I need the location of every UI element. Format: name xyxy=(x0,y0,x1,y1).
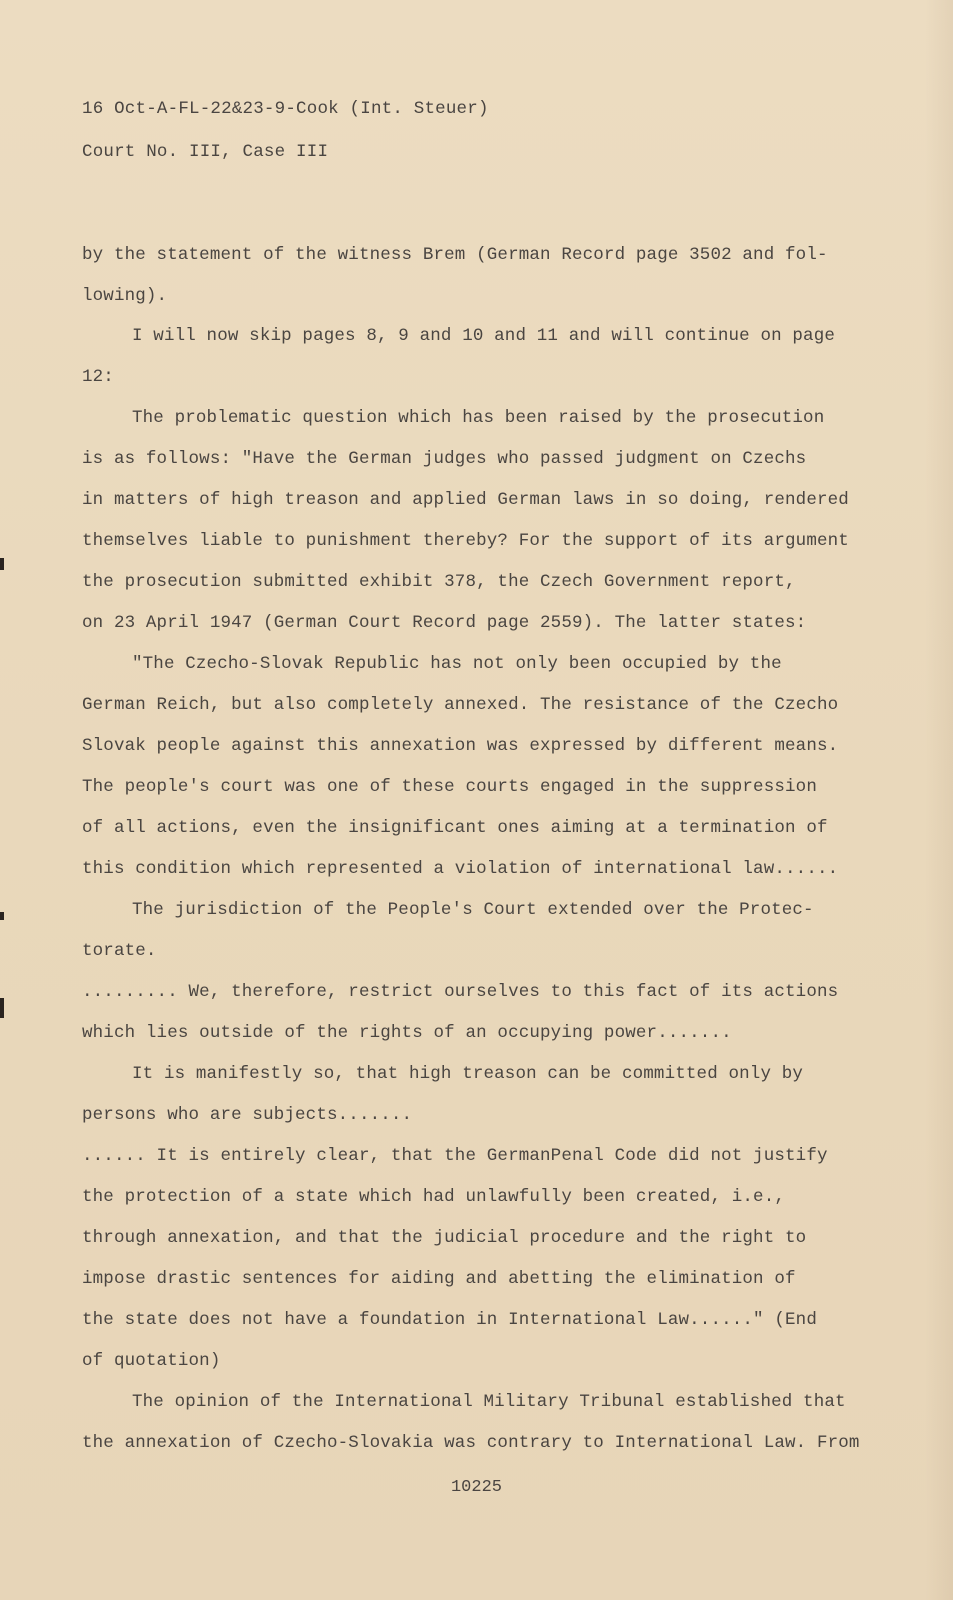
body-line: the prosecution submitted exhibit 378, the Czech Government report, xyxy=(82,572,796,592)
body-line: German Reich, but also completely annexed. The resistance of the Czecho xyxy=(82,695,839,715)
body-line: ......... We, therefore, restrict ourselves to this fact of its actions xyxy=(82,982,839,1002)
body-line: impose drastic sentences for aiding and abetting the elimination of xyxy=(82,1269,796,1289)
body-line: The jurisdiction of the People's Court extended over the Protec- xyxy=(132,900,814,920)
body-line: The opinion of the International Military Tribunal established that xyxy=(132,1392,846,1412)
page-number: 10225 xyxy=(450,1478,502,1497)
body-line: which lies outside of the rights of an occupying power....... xyxy=(82,1023,732,1043)
header-reference: 16 Oct-A-FL-22&23-9-Cook (Int. Steuer) xyxy=(82,99,489,119)
body-line: torate. xyxy=(82,941,157,961)
body-line: on 23 April 1947 (German Court Record page 2559). The latter states: xyxy=(82,613,807,633)
body-line: by the statement of the witness Brem (German Record page 3502 and fol- xyxy=(82,245,828,265)
body-line: of quotation) xyxy=(82,1351,221,1371)
body-line: 12: xyxy=(82,367,114,387)
header-court-case: Court No. III, Case III xyxy=(82,142,329,162)
body-line: ...... It is entirely clear, that the GermanPenal Code did not justify xyxy=(82,1146,828,1166)
body-line: through annexation, and that the judicial procedure and the right to xyxy=(82,1228,807,1248)
body-line: the state does not have a foundation in International Law......" (End xyxy=(82,1310,817,1330)
body-line: It is manifestly so, that high treason can be committed only by xyxy=(132,1064,804,1084)
left-edge-mark-3 xyxy=(0,998,4,1018)
left-edge-mark-2 xyxy=(0,912,4,920)
body-line: lowing). xyxy=(82,286,168,306)
body-line: Slovak people against this annexation was expressed by different means. xyxy=(82,736,839,756)
body-line: the protection of a state which had unlawfully been created, i.e., xyxy=(82,1187,786,1207)
body-line: the annexation of Czecho-Slovakia was contrary to International Law. From xyxy=(82,1433,860,1453)
body-line: I will now skip pages 8, 9 and 10 and 11 and will continue on page xyxy=(132,326,836,346)
page-edge-shadow xyxy=(925,0,953,1600)
body-line: is as follows: "Have the German judges who passed judgment on Czechs xyxy=(82,449,807,469)
body-line: "The Czecho-Slovak Republic has not only been occupied by the xyxy=(132,654,782,674)
body-line: The people's court was one of these courts engaged in the suppression xyxy=(82,777,817,797)
left-edge-mark-1 xyxy=(0,558,4,570)
body-line: in matters of high treason and applied German laws in so doing, rendered xyxy=(82,490,849,510)
body-line: persons who are subjects....... xyxy=(82,1105,413,1125)
body-line: themselves liable to punishment thereby? For the support of its argument xyxy=(82,531,849,551)
body-line: of all actions, even the insignificant ones aiming at a termination of xyxy=(82,818,828,838)
body-line: The problematic question which has been raised by the prosecution xyxy=(132,408,825,428)
body-line: this condition which represented a violation of international law...... xyxy=(82,859,839,879)
